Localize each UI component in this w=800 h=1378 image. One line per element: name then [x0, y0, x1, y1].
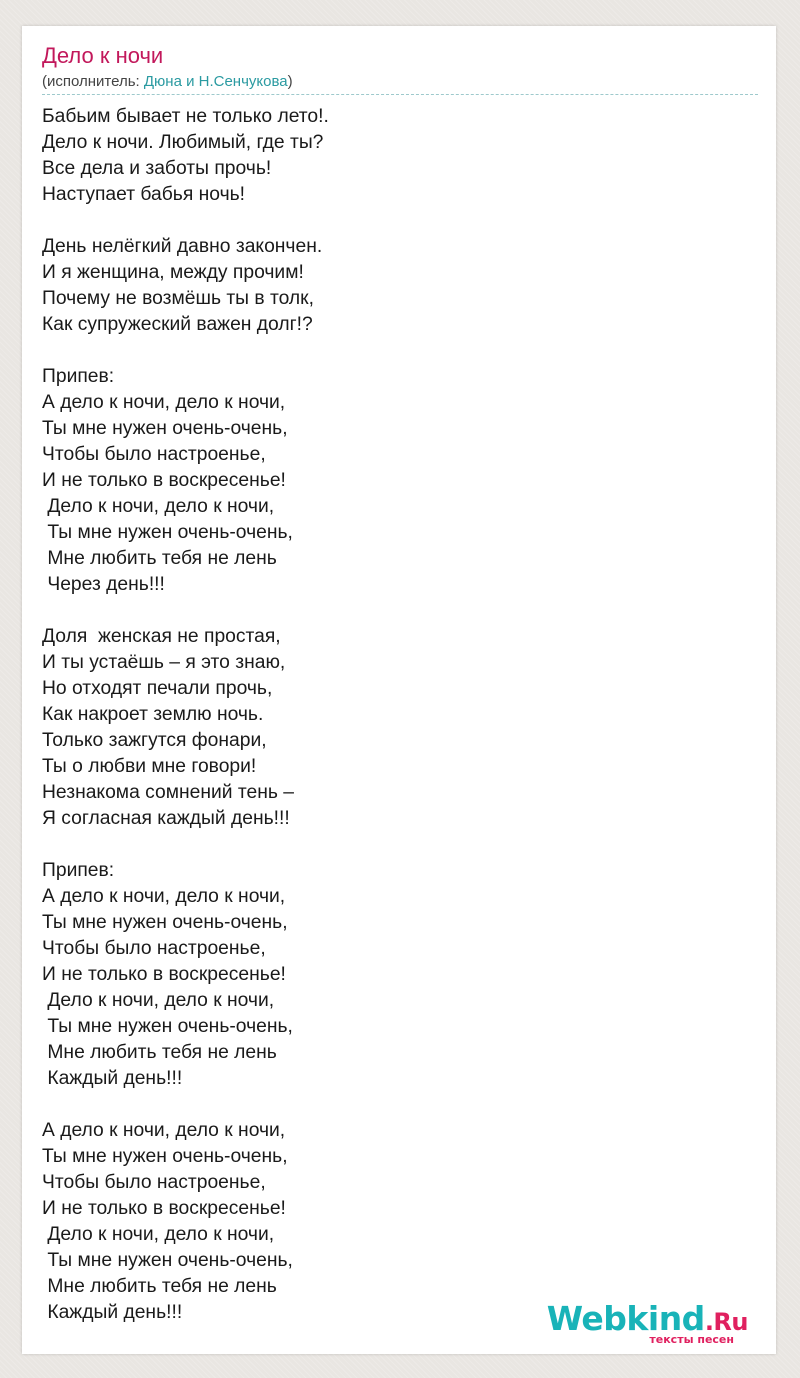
lyric-line: И ты устаёшь – я это знаю,	[42, 652, 286, 673]
lyric-line: Доля женская не простая,	[42, 626, 281, 647]
song-header	[42, 42, 758, 95]
lyric-line: Почему не возмёшь ты в толк,	[42, 288, 314, 309]
lyric-line: Наступает бабья ночь!	[42, 184, 246, 205]
lyric-line: Дело к ночи, дело к ночи,	[42, 496, 275, 517]
lyric-line: День нелёгкий давно закончен.	[42, 236, 323, 257]
lyric-line: Но отходят печали прочь,	[42, 678, 273, 699]
lyric-line: А дело к ночи, дело к ночи,	[42, 392, 286, 413]
lyric-line: И я женщина, между прочим!	[42, 262, 304, 283]
lyric-blank-line	[42, 598, 329, 624]
artist-link[interactable]: Дюна и Н.Сенчукова	[143, 73, 288, 90]
artist-line	[42, 72, 758, 95]
lyric-line: Через день!!!	[42, 574, 165, 595]
lyric-line: Припев:	[42, 860, 115, 881]
lyric-line: Чтобы было настроенье,	[42, 444, 266, 465]
lyric-line: Я согласная каждый день!!!	[42, 808, 290, 829]
lyric-line: Мне любить тебя не лень	[42, 548, 277, 569]
lyric-line: Ты мне нужен очень-очень,	[42, 418, 288, 439]
lyric-line: Ты мне нужен очень-очень,	[42, 1016, 293, 1037]
lyric-line: Каждый день!!!	[42, 1068, 183, 1089]
lyric-line: Ты мне нужен очень-очень,	[42, 1146, 288, 1167]
lyric-line: Ты мне нужен очень-очень,	[42, 912, 288, 933]
lyric-blank-line	[42, 1092, 329, 1118]
lyric-blank-line	[42, 832, 329, 858]
artist-suffix: )	[287, 73, 293, 90]
lyric-line: И не только в воскресенье!	[42, 470, 286, 491]
lyric-line: Припев:	[42, 366, 115, 387]
lyric-line: И не только в воскресенье!	[42, 1198, 286, 1219]
lyric-line: А дело к ночи, дело к ночи,	[42, 1120, 286, 1141]
lyric-line: Только зажгутся фонари,	[42, 730, 267, 751]
lyric-line: И не только в воскресенье!	[42, 964, 286, 985]
lyric-line: Мне любить тебя не лень	[42, 1276, 277, 1297]
lyric-line: Дело к ночи, дело к ночи,	[42, 1224, 275, 1245]
site-logo[interactable]	[547, 1301, 748, 1346]
lyric-line: Как накроет землю ночь.	[42, 704, 264, 725]
lyric-blank-line	[42, 338, 329, 364]
lyric-line: Дело к ночи, дело к ночи,	[42, 990, 275, 1011]
logo-name: Webkind	[546, 1299, 705, 1338]
lyric-line: Бабьим бывает не только лето!.	[42, 106, 329, 127]
lyric-line: Чтобы было настроенье,	[42, 938, 266, 959]
lyric-line: Ты о любви мне говори!	[42, 756, 257, 777]
lyric-line: Ты мне нужен очень-очень,	[42, 1250, 293, 1271]
lyric-line: Как супружеский важен долг!?	[42, 314, 313, 335]
lyric-line: Дело к ночи. Любимый, где ты?	[42, 132, 324, 153]
artist-prefix: (исполнитель:	[42, 73, 144, 90]
logo-tagline: тексты песен	[649, 1333, 734, 1346]
lyric-line: Ты мне нужен очень-очень,	[42, 522, 293, 543]
logo-tld: .Ru	[704, 1308, 748, 1336]
lyric-blank-line	[42, 208, 329, 234]
lyric-line: Незнакома сомнений тень –	[42, 782, 295, 803]
lyric-line: Каждый день!!!	[42, 1302, 183, 1323]
lyrics-card	[22, 26, 776, 1354]
lyric-line: Мне любить тебя не лень	[42, 1042, 277, 1063]
song-title: Дело к ночи	[42, 43, 164, 68]
lyric-line: Чтобы было настроенье,	[42, 1172, 266, 1193]
lyrics-text	[42, 104, 329, 1326]
lyric-line: Все дела и заботы прочь!	[42, 158, 272, 179]
lyric-line: А дело к ночи, дело к ночи,	[42, 886, 286, 907]
